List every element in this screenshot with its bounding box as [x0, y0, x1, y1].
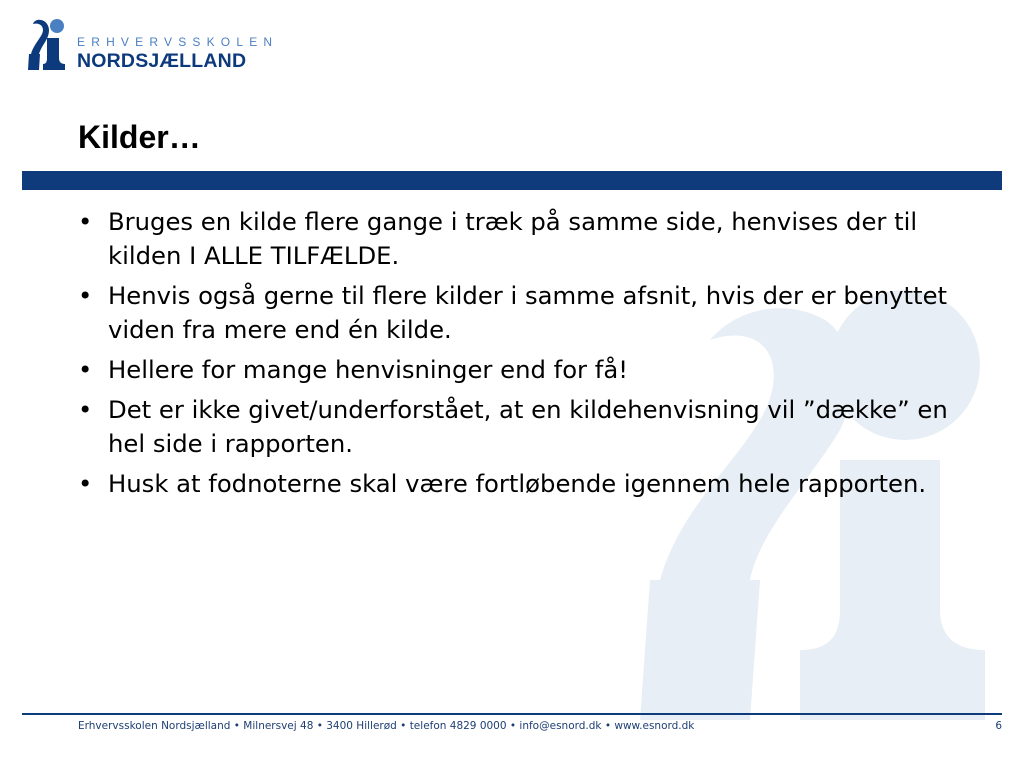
bullet-text: Hellere for mange henvisninger end for få!: [108, 355, 628, 384]
bullet-text: Husk at fodnoterne skal være fortløbende igennem hele rapporten.: [108, 469, 927, 498]
logo-text-top: ERHVERVSSKOLEN: [77, 35, 279, 49]
bullet-list: [78, 205, 983, 507]
slide-title: Kilder…: [78, 119, 201, 155]
bullet-symbol: •: [78, 395, 93, 424]
title-divider-bar: [22, 171, 1002, 190]
footer-contact-info: Erhvervsskolen Nordsjælland • Milnersvej 48 • 3400 Hillerød • telefon 4829 0000 • info@esnord.dk • www.esnord.dk: [78, 720, 695, 732]
bullet-text: Det er ikke givet/underforstået, at en kildehenvisning vil ”dække” en hel side i rapporten.: [108, 395, 948, 458]
bullet-text: Henvis også gerne til flere kilder i samme afsnit, hvis der er benyttet viden fra mere end én kilde.: [108, 281, 948, 344]
bullet-symbol: •: [78, 355, 93, 384]
bullet-item: [78, 353, 983, 387]
page-number: 6: [995, 720, 1002, 732]
bullet-symbol: •: [78, 281, 93, 310]
bullet-symbol: •: [78, 207, 93, 236]
bullet-symbol: •: [78, 469, 93, 498]
bullet-text: Bruges en kilde flere gange i træk på samme side, henvises der til kilden I ALLE TILFÆLDE.: [108, 207, 918, 270]
logo-text-bottom: NORDSJÆLLAND: [77, 50, 247, 72]
bullet-item: [78, 467, 983, 501]
bullet-item: [78, 393, 983, 461]
bullet-item: [78, 205, 983, 273]
school-logo: [27, 18, 287, 74]
bullet-item: [78, 279, 983, 347]
logo-emblem-icon: [27, 18, 67, 70]
footer-divider: [22, 713, 1002, 715]
